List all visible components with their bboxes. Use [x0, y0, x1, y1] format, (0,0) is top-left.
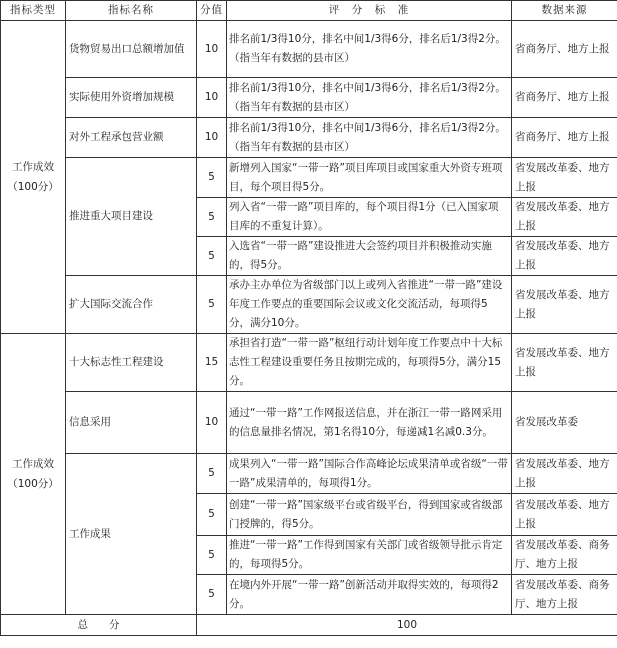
table-row: [1, 334, 617, 392]
table-row: [1, 21, 617, 78]
indicator-name: 扩大国际交流合作: [66, 276, 197, 334]
header-score: 分值: [197, 1, 227, 21]
indicator-name: 实际使用外资增加规模: [66, 78, 197, 118]
source-cell: 省商务厅、地方上报: [512, 21, 617, 78]
standard-cell: 承担省打造“一带一路”枢纽行动计划年度工作要点中十大标志性工程建设重要任务且按期完成的，每项得5分，满分15分。: [227, 334, 512, 392]
indicator-name: 对外工程承包营业额: [66, 118, 197, 158]
source-cell: 省发展改革委、商务厅、地方上报: [512, 575, 617, 615]
source-cell: 省发展改革委、地方上报: [512, 158, 617, 198]
standard-cell: 排名前1/3得10分，排名中间1/3得6分，排名后1/3得2分。（指当年有数据的县市区）: [227, 118, 512, 158]
standard-cell: 通过“一带一路”工作网报送信息，并在浙江一带一路网采用的信息量排名情况，第1名得10分，每递减1名减0.3分。: [227, 392, 512, 454]
table-row: [1, 276, 617, 334]
score-cell: 5: [197, 536, 227, 575]
standard-cell: 在境内外开展“一带一路”创新活动并取得实效的，每项得2分。: [227, 575, 512, 615]
score-cell: 10: [197, 118, 227, 158]
header-source: 数据来源: [512, 1, 617, 21]
source-cell: 省商务厅、地方上报: [512, 78, 617, 118]
score-cell: 5: [197, 454, 227, 494]
standard-cell: 推进“一带一路”工作得到国家有关部门或省级领导批示肯定的，每项得5分。: [227, 536, 512, 575]
standard-cell: 入选省“一带一路”建设推进大会签约项目并积极推动实施的，得5分。: [227, 237, 512, 276]
source-cell: 省发展改革委、地方上报: [512, 198, 617, 237]
table-row: [1, 454, 617, 494]
score-cell: 5: [197, 237, 227, 276]
score-cell: 10: [197, 392, 227, 454]
category-cell: 工作成效 （100分）: [1, 334, 66, 615]
score-cell: 15: [197, 334, 227, 392]
table-row: [1, 158, 617, 198]
table-row: [1, 78, 617, 118]
standard-cell: 成果列入“一带一路”国际合作高峰论坛成果清单或省级“一带一路”成果清单的，每项得1分。: [227, 454, 512, 494]
indicator-name: 推进重大项目建设: [66, 158, 197, 276]
standard-cell: 承办主办单位为省级部门以上或列入省推进“一带一路”建设年度工作要点的重要国际会议或文化交流活动，每项得5分，满分10分。: [227, 276, 512, 334]
source-cell: 省发展改革委、地方上报: [512, 276, 617, 334]
source-cell: 省发展改革委、商务厅、地方上报: [512, 536, 617, 575]
source-cell: 省发展改革委: [512, 392, 617, 454]
standard-cell: 排名前1/3得10分，排名中间1/3得6分，排名后1/3得2分。（指当年有数据的县市区）: [227, 78, 512, 118]
header-row: [1, 1, 617, 21]
header-name: 指标名称: [66, 1, 197, 21]
indicator-name: 货物贸易出口总额增加值: [66, 21, 197, 78]
standard-cell: 创建“一带一路”国家级平台或省级平台，得到国家或省级部门授牌的，得5分。: [227, 494, 512, 536]
score-cell: 10: [197, 78, 227, 118]
score-cell: 5: [197, 575, 227, 615]
score-cell: 5: [197, 494, 227, 536]
table-row: [1, 118, 617, 158]
source-cell: 省发展改革委、地方上报: [512, 494, 617, 536]
score-cell: 5: [197, 158, 227, 198]
standard-cell: 列入省“一带一路”项目库的，每个项目得1分（已入国家项目库的不重复计算）。: [227, 198, 512, 237]
source-cell: 省发展改革委、地方上报: [512, 454, 617, 494]
standard-cell: 排名前1/3得10分，排名中间1/3得6分，排名后1/3得2分。（指当年有数据的县市区）: [227, 21, 512, 78]
score-cell: 10: [197, 21, 227, 78]
total-label: 总 分: [1, 615, 197, 636]
score-cell: 5: [197, 198, 227, 237]
total-row: [1, 615, 617, 636]
indicator-name: 十大标志性工程建设: [66, 334, 197, 392]
header-standard: 评 分 标 准: [227, 1, 512, 21]
table-row: [1, 392, 617, 454]
score-cell: 5: [197, 276, 227, 334]
total-value: 100: [197, 615, 617, 636]
source-cell: 省发展改革委、地方上报: [512, 237, 617, 276]
standard-cell: 新增列入国家“一带一路”项目库项目或国家重大外资专班项目，每个项目得5分。: [227, 158, 512, 198]
source-cell: 省商务厅、地方上报: [512, 118, 617, 158]
header-category: 指标类型: [1, 1, 66, 21]
category-cell: 工作成效 （100分）: [1, 21, 66, 334]
indicator-name: 信息采用: [66, 392, 197, 454]
source-cell: 省发展改革委、地方上报: [512, 334, 617, 392]
indicator-name: 工作成果: [66, 454, 197, 615]
